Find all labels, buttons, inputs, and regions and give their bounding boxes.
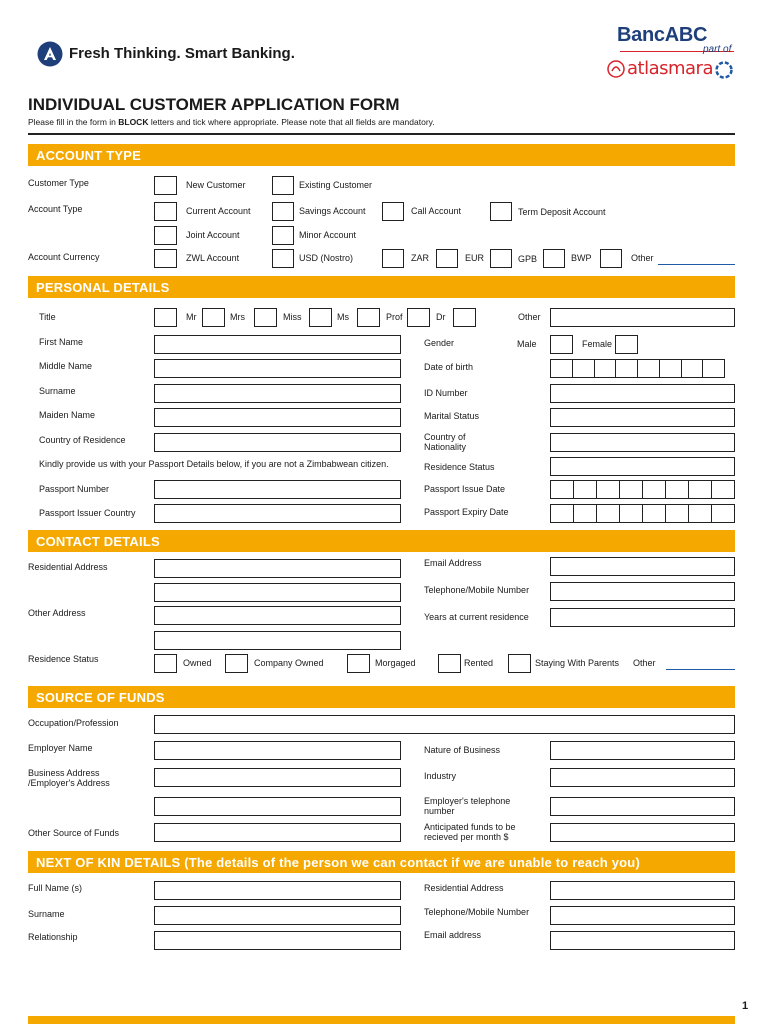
kin-full-name-input[interactable] [154, 881, 401, 900]
customer-type-label: Customer Type [28, 178, 89, 188]
section-heading: CONTACT DETAILS [36, 534, 160, 549]
business-address-input-2[interactable] [154, 797, 401, 816]
kin-email-label: Email address [424, 930, 482, 940]
instructions-bold: BLOCK [118, 117, 149, 127]
morgaged-checkbox[interactable] [347, 654, 370, 673]
business-address-label-1: Business Address [28, 768, 100, 778]
female-label: Female [582, 339, 613, 349]
instructions [28, 117, 435, 127]
rented-checkbox[interactable] [438, 654, 461, 673]
other-address-input-1[interactable] [154, 606, 401, 625]
title-mrs-label: Mrs [230, 312, 245, 322]
section-next-of-kin [28, 851, 735, 873]
account-type-label: Account Type [28, 204, 83, 214]
anticipated-label-1: Anticipated funds to be [424, 822, 516, 832]
kin-surname-input[interactable] [154, 906, 401, 925]
country-residence-label: Country of Residence [39, 435, 126, 445]
bwp-checkbox[interactable] [543, 249, 565, 268]
kin-surname-label: Surname [28, 909, 65, 919]
surname-input[interactable] [154, 384, 401, 403]
section-heading: PERSONAL DETAILS [36, 280, 170, 295]
passport-expiry-input[interactable] [550, 504, 735, 523]
partner-name: atlasmara [627, 58, 713, 79]
anticipated-label [424, 822, 516, 842]
owned-checkbox[interactable] [154, 654, 177, 673]
employer-input[interactable] [154, 741, 401, 760]
passport-note: Kindly provide us with your Passport Details below, if you are not a Zimbabwean citizen. [39, 459, 389, 469]
kin-address-input[interactable] [550, 881, 735, 900]
passport-issue-label: Passport Issue Date [424, 484, 506, 494]
section-heading: ACCOUNT TYPE [36, 148, 141, 163]
title-prof-label: Prof [386, 312, 403, 322]
title-mr-label: Mr [186, 312, 197, 322]
title-rule [28, 133, 735, 135]
savings-account-label: Savings Account [299, 206, 366, 216]
passport-number-input[interactable] [154, 480, 401, 499]
id-number-label: ID Number [424, 388, 468, 398]
page-title: INDIVIDUAL CUSTOMER APPLICATION FORM [28, 95, 400, 114]
residential-address-input-2[interactable] [154, 583, 401, 602]
kin-full-name-label: Full Name (s) [28, 883, 83, 893]
title-dr-label: Dr [436, 312, 446, 322]
page-number: 1 [742, 1000, 749, 1012]
employer-tel-label [424, 796, 510, 816]
eur-label: EUR [465, 253, 485, 263]
tagline: Fresh Thinking. Smart Banking. [69, 45, 295, 62]
anticipated-label-2: recieved per month $ [424, 832, 509, 842]
middle-name-label: Middle Name [39, 361, 93, 371]
business-address-input-1[interactable] [154, 768, 401, 787]
instructions-pre: Please fill in the form in [28, 117, 119, 127]
residential-address-label: Residential Address [28, 562, 108, 572]
kin-telephone-input[interactable] [550, 906, 735, 925]
current-account-checkbox[interactable] [154, 202, 177, 221]
section-personal-details [28, 276, 735, 298]
company-owned-checkbox[interactable] [225, 654, 248, 673]
nature-business-input[interactable] [550, 741, 735, 760]
minor-account-label: Minor Account [299, 230, 357, 240]
nationality-label-1: Country of [424, 432, 466, 442]
telephone-input[interactable] [550, 582, 735, 601]
residence-status-label: Residence Status [424, 462, 495, 472]
existing-customer-label: Existing Customer [299, 180, 373, 190]
residence-other-line[interactable] [666, 669, 735, 670]
zar-label: ZAR [411, 253, 429, 263]
zwl-label: ZWL Account [186, 253, 240, 263]
term-deposit-checkbox[interactable] [490, 202, 512, 221]
years-residence-label: Years at current residence [424, 612, 529, 622]
zwl-checkbox[interactable] [154, 249, 177, 268]
joint-account-label: Joint Account [186, 230, 240, 240]
nationality-label [424, 432, 466, 452]
passport-issuer-label: Passport Issuer Country [39, 508, 136, 518]
kin-relationship-input[interactable] [154, 931, 401, 950]
instructions-post: letters and tick where appropriate. Please note that all fields are mandatory. [148, 117, 435, 127]
employer-tel-input[interactable] [550, 797, 735, 816]
employer-label: Employer Name [28, 743, 93, 753]
passport-issue-input[interactable] [550, 480, 735, 499]
new-customer-checkbox[interactable] [154, 176, 177, 195]
new-customer-label: New Customer [186, 180, 246, 190]
footer-bar [28, 1016, 735, 1024]
residence-status-input[interactable] [550, 457, 735, 476]
title-ms-label: Ms [337, 312, 349, 322]
industry-input[interactable] [550, 768, 735, 787]
occupation-label: Occupation/Profession [28, 718, 119, 728]
title-mr-checkbox[interactable] [154, 308, 177, 327]
savings-account-checkbox[interactable] [272, 202, 294, 221]
company-owned-label: Company Owned [254, 658, 324, 668]
years-residence-input[interactable] [550, 608, 735, 627]
title-label: Title [39, 312, 56, 322]
residence-other-label: Other [633, 658, 656, 668]
staying-parents-checkbox[interactable] [508, 654, 531, 673]
section-source-of-funds [28, 686, 735, 708]
other-source-input[interactable] [154, 823, 401, 842]
title-other-input[interactable] [550, 308, 735, 327]
title-dr-checkbox[interactable] [407, 308, 430, 327]
first-name-label: First Name [39, 337, 84, 347]
occupation-input[interactable] [154, 715, 735, 734]
nationality-label-2: Nationality [424, 442, 467, 452]
email-input[interactable] [550, 557, 735, 576]
staying-parents-label: Staying With Parents [535, 658, 620, 668]
title-ms-checkbox[interactable] [309, 308, 332, 327]
employer-tel-label-1: Employer's telephone [424, 796, 511, 806]
usd-checkbox[interactable] [272, 249, 294, 268]
title-miss-checkbox[interactable] [254, 308, 277, 327]
other-address-label: Other Address [28, 608, 86, 618]
call-account-label: Call Account [411, 206, 462, 216]
male-checkbox[interactable] [550, 335, 573, 354]
title-miss-label: Miss [283, 312, 302, 322]
marital-status-label: Marital Status [424, 411, 480, 421]
existing-customer-checkbox[interactable] [272, 176, 294, 195]
kin-address-label: Residential Address [424, 883, 504, 893]
term-deposit-label: Term Deposit Account [518, 207, 606, 217]
male-label: Male [517, 339, 537, 349]
joint-account-checkbox[interactable] [154, 226, 177, 245]
kin-relationship-label: Relationship [28, 932, 78, 942]
rented-label: Rented [464, 658, 494, 668]
surname-label: Surname [39, 386, 76, 396]
id-number-input[interactable] [550, 384, 735, 403]
kin-email-input[interactable] [550, 931, 735, 950]
residential-address-input-1[interactable] [154, 559, 401, 578]
section-account-type [28, 144, 735, 166]
logo-icon [37, 41, 63, 67]
partner-logo-icon [606, 59, 626, 79]
morgaged-label: Morgaged [375, 658, 416, 668]
gender-label: Gender [424, 338, 455, 348]
gpb-label: GPB [518, 254, 538, 264]
first-name-input[interactable] [154, 335, 401, 354]
current-account-label: Current Account [186, 206, 251, 216]
minor-account-checkbox[interactable] [272, 226, 294, 245]
other-address-input-2[interactable] [154, 631, 401, 650]
other-source-label: Other Source of Funds [28, 828, 120, 838]
currency-label: Account Currency [28, 252, 100, 262]
maiden-name-label: Maiden Name [39, 410, 96, 420]
employer-tel-label-2: number [424, 806, 455, 816]
brand-name: BancABC [617, 24, 708, 46]
passport-expiry-label: Passport Expiry Date [424, 507, 509, 517]
maiden-name-input[interactable] [154, 408, 401, 427]
section-heading: SOURCE OF FUNDS [36, 690, 165, 705]
usd-label: USD (Nostro) [299, 253, 354, 263]
call-account-checkbox[interactable] [382, 202, 404, 221]
title-prof-checkbox[interactable] [357, 308, 380, 327]
title-other-label: Other [518, 312, 541, 322]
bwp-label: BWP [571, 253, 592, 263]
title-mrs-checkbox[interactable] [202, 308, 225, 327]
section-contact-details [28, 530, 735, 552]
residence-status-label-2: Residence Status [28, 654, 99, 664]
other-currency-label: Other [631, 253, 654, 263]
other-currency-line[interactable] [658, 264, 735, 265]
partner-ring-icon [714, 60, 734, 80]
other-currency-checkbox[interactable] [600, 249, 622, 268]
gpb-checkbox[interactable] [490, 249, 512, 268]
nature-business-label: Nature of Business [424, 745, 501, 755]
owned-label: Owned [183, 658, 212, 668]
middle-name-input[interactable] [154, 359, 401, 378]
dob-input[interactable] [550, 359, 725, 378]
section-heading: NEXT OF KIN DETAILS (The details of the person we can contact if we are unable to reach you) [36, 855, 640, 870]
business-address-label [28, 768, 110, 788]
marital-status-input[interactable] [550, 408, 735, 427]
title-other-checkbox[interactable] [453, 308, 476, 327]
email-label: Email Address [424, 558, 482, 568]
passport-number-label: Passport Number [39, 484, 110, 494]
zar-checkbox[interactable] [382, 249, 404, 268]
kin-telephone-label: Telephone/Mobile Number [424, 907, 530, 917]
anticipated-input[interactable] [550, 823, 735, 842]
female-checkbox[interactable] [615, 335, 638, 354]
eur-checkbox[interactable] [436, 249, 458, 268]
brand-sub: part of [703, 44, 732, 55]
nationality-input[interactable] [550, 433, 735, 452]
dob-label: Date of birth [424, 362, 474, 372]
passport-issuer-input[interactable] [154, 504, 401, 523]
industry-label: Industry [424, 771, 457, 781]
country-residence-input[interactable] [154, 433, 401, 452]
business-address-label-2: /Employer's Address [28, 778, 110, 788]
telephone-label: Telephone/Mobile Number [424, 585, 530, 595]
